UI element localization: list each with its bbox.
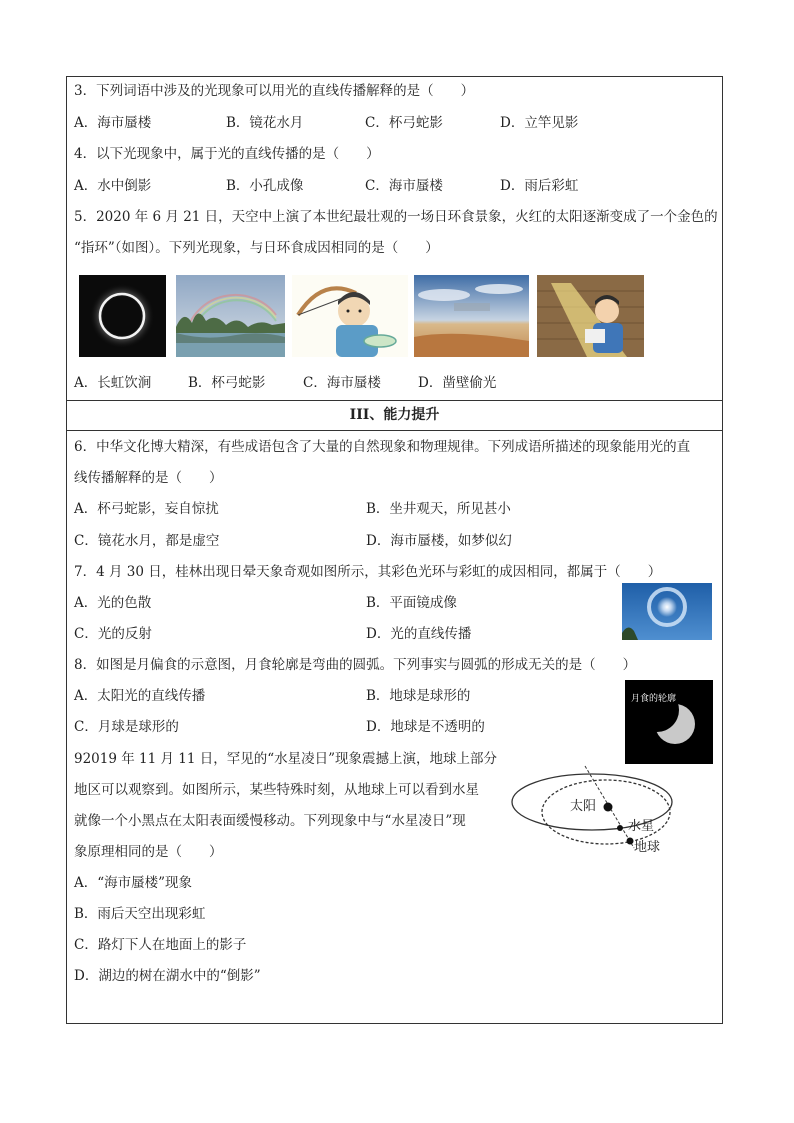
q4-stem: 4．以下光现象中，属于光的直线传播的是（ ） [74,146,380,162]
q8-option-d[interactable]: D．地球是不透明的 [366,719,485,735]
q4-option-d[interactable]: D．雨后彩虹 [500,178,579,194]
section-divider-bottom [66,430,723,431]
q9-stem-line1: 92019 年 11 月 11 日，罕见的“水星凌日”现象震撼上演，地球上部分 [74,751,498,767]
rainbow-landscape-image [176,275,285,357]
q7-option-d[interactable]: D．光的直线传播 [366,626,472,642]
eclipse-ring-image [79,275,166,357]
sun-halo-image [622,583,712,640]
q5-stem-line1: 5．2020 年 6 月 21 日，天空中上演了本世纪最壮观的一场日环食景象，火红的太阳逐渐变成了一个金色的 [74,209,718,225]
q3-option-d[interactable]: D．立竿见影 [500,115,579,131]
q7-option-c[interactable]: C．光的反射 [74,626,152,642]
chiseling-wall-light-image [537,275,644,357]
q6-option-c[interactable]: C．镜花水月，都是虚空 [74,533,220,549]
q7-stem: 7．4 月 30 日，桂林出现日晕天象奇观如图所示，其彩色光环与彩虹的成因相同，都属于（ ） [74,564,662,580]
section-title: III、能力提升 [349,407,440,423]
q6-stem-line2: 线传播解释的是（ ） [74,470,223,486]
section-divider-top [66,400,723,401]
q4-option-c[interactable]: C．海市蜃楼 [365,178,443,194]
q9-option-a[interactable]: A．“海市蜃楼”现象 [74,875,193,891]
sun-label: 太阳 [570,799,597,814]
q4-option-a[interactable]: A．水中倒影 [74,178,152,194]
lunar-eclipse-image [625,680,713,764]
mercury-transit-diagram [510,762,680,858]
q5-stem-line2: “指环”（如图）。下列光现象，与日环食成因相同的是（ ） [74,240,439,256]
q5-option-d[interactable]: D．凿壁偷光 [418,375,497,391]
sun-dot [604,803,613,812]
q8-stem: 8．如图是月偏食的示意图，月食轮廓是弯曲的圆弧。下列事实与圆弧的形成无关的是（ ） [74,657,637,673]
q6-option-d[interactable]: D．海市蜃楼，如梦似幻 [366,533,512,549]
q9-option-d[interactable]: D．湖边的树在湖水中的“倒影” [74,968,261,984]
q9-stem-line3: 就像一个小黑点在太阳表面缓慢移动。下列现象中与“水星凌日”现 [74,813,466,829]
q3-option-c[interactable]: C．杯弓蛇影 [365,115,443,131]
q5-option-c[interactable]: C．海市蜃楼 [303,375,381,391]
lunar-eclipse-label: 月食的轮廓 [631,694,677,704]
bow-in-cup-cartoon-image [292,275,408,357]
q3-option-a[interactable]: A．海市蜃楼 [74,115,152,131]
q9-stem-line4: 象原理相同的是（ ） [74,844,223,860]
q5-option-a[interactable]: A．长虹饮涧 [74,375,152,391]
mercury-label: 水星 [628,819,655,834]
q4-option-b[interactable]: B．小孔成像 [226,178,304,194]
q7-option-b[interactable]: B．平面镜成像 [366,595,457,611]
q6-option-a[interactable]: A．杯弓蛇影，妄自惊扰 [74,501,219,517]
q5-option-b[interactable]: B．杯弓蛇影 [188,375,266,391]
q6-stem-line1: 6．中华文化博大精深，有些成语包含了大量的自然现象和物理规律。下列成语所描述的现象能用光的直 [74,439,691,455]
q8-option-b[interactable]: B．地球是球形的 [366,688,471,704]
q7-option-a[interactable]: A．光的色散 [74,595,152,611]
earth-dot [627,838,634,845]
q9-option-c[interactable]: C．路灯下人在地面上的影子 [74,937,247,953]
q3-option-b[interactable]: B．镜花水月 [226,115,304,131]
mirage-desert-image [414,275,529,357]
q8-option-c[interactable]: C．月球是球形的 [74,719,179,735]
q8-option-a[interactable]: A．太阳光的直线传播 [74,688,206,704]
q9-stem-line2: 地区可以观察到。如图所示，某些特殊时刻，从地球上可以看到水星 [74,782,479,798]
earth-label: 地球 [634,840,661,855]
q3-stem: 3．下列词语中涉及的光现象可以用光的直线传播解释的是（ ） [74,83,475,99]
q6-option-b[interactable]: B．坐井观天，所见甚小 [366,501,511,517]
mercury-dot [617,825,623,831]
q9-option-b[interactable]: B．雨后天空出现彩虹 [74,906,206,922]
